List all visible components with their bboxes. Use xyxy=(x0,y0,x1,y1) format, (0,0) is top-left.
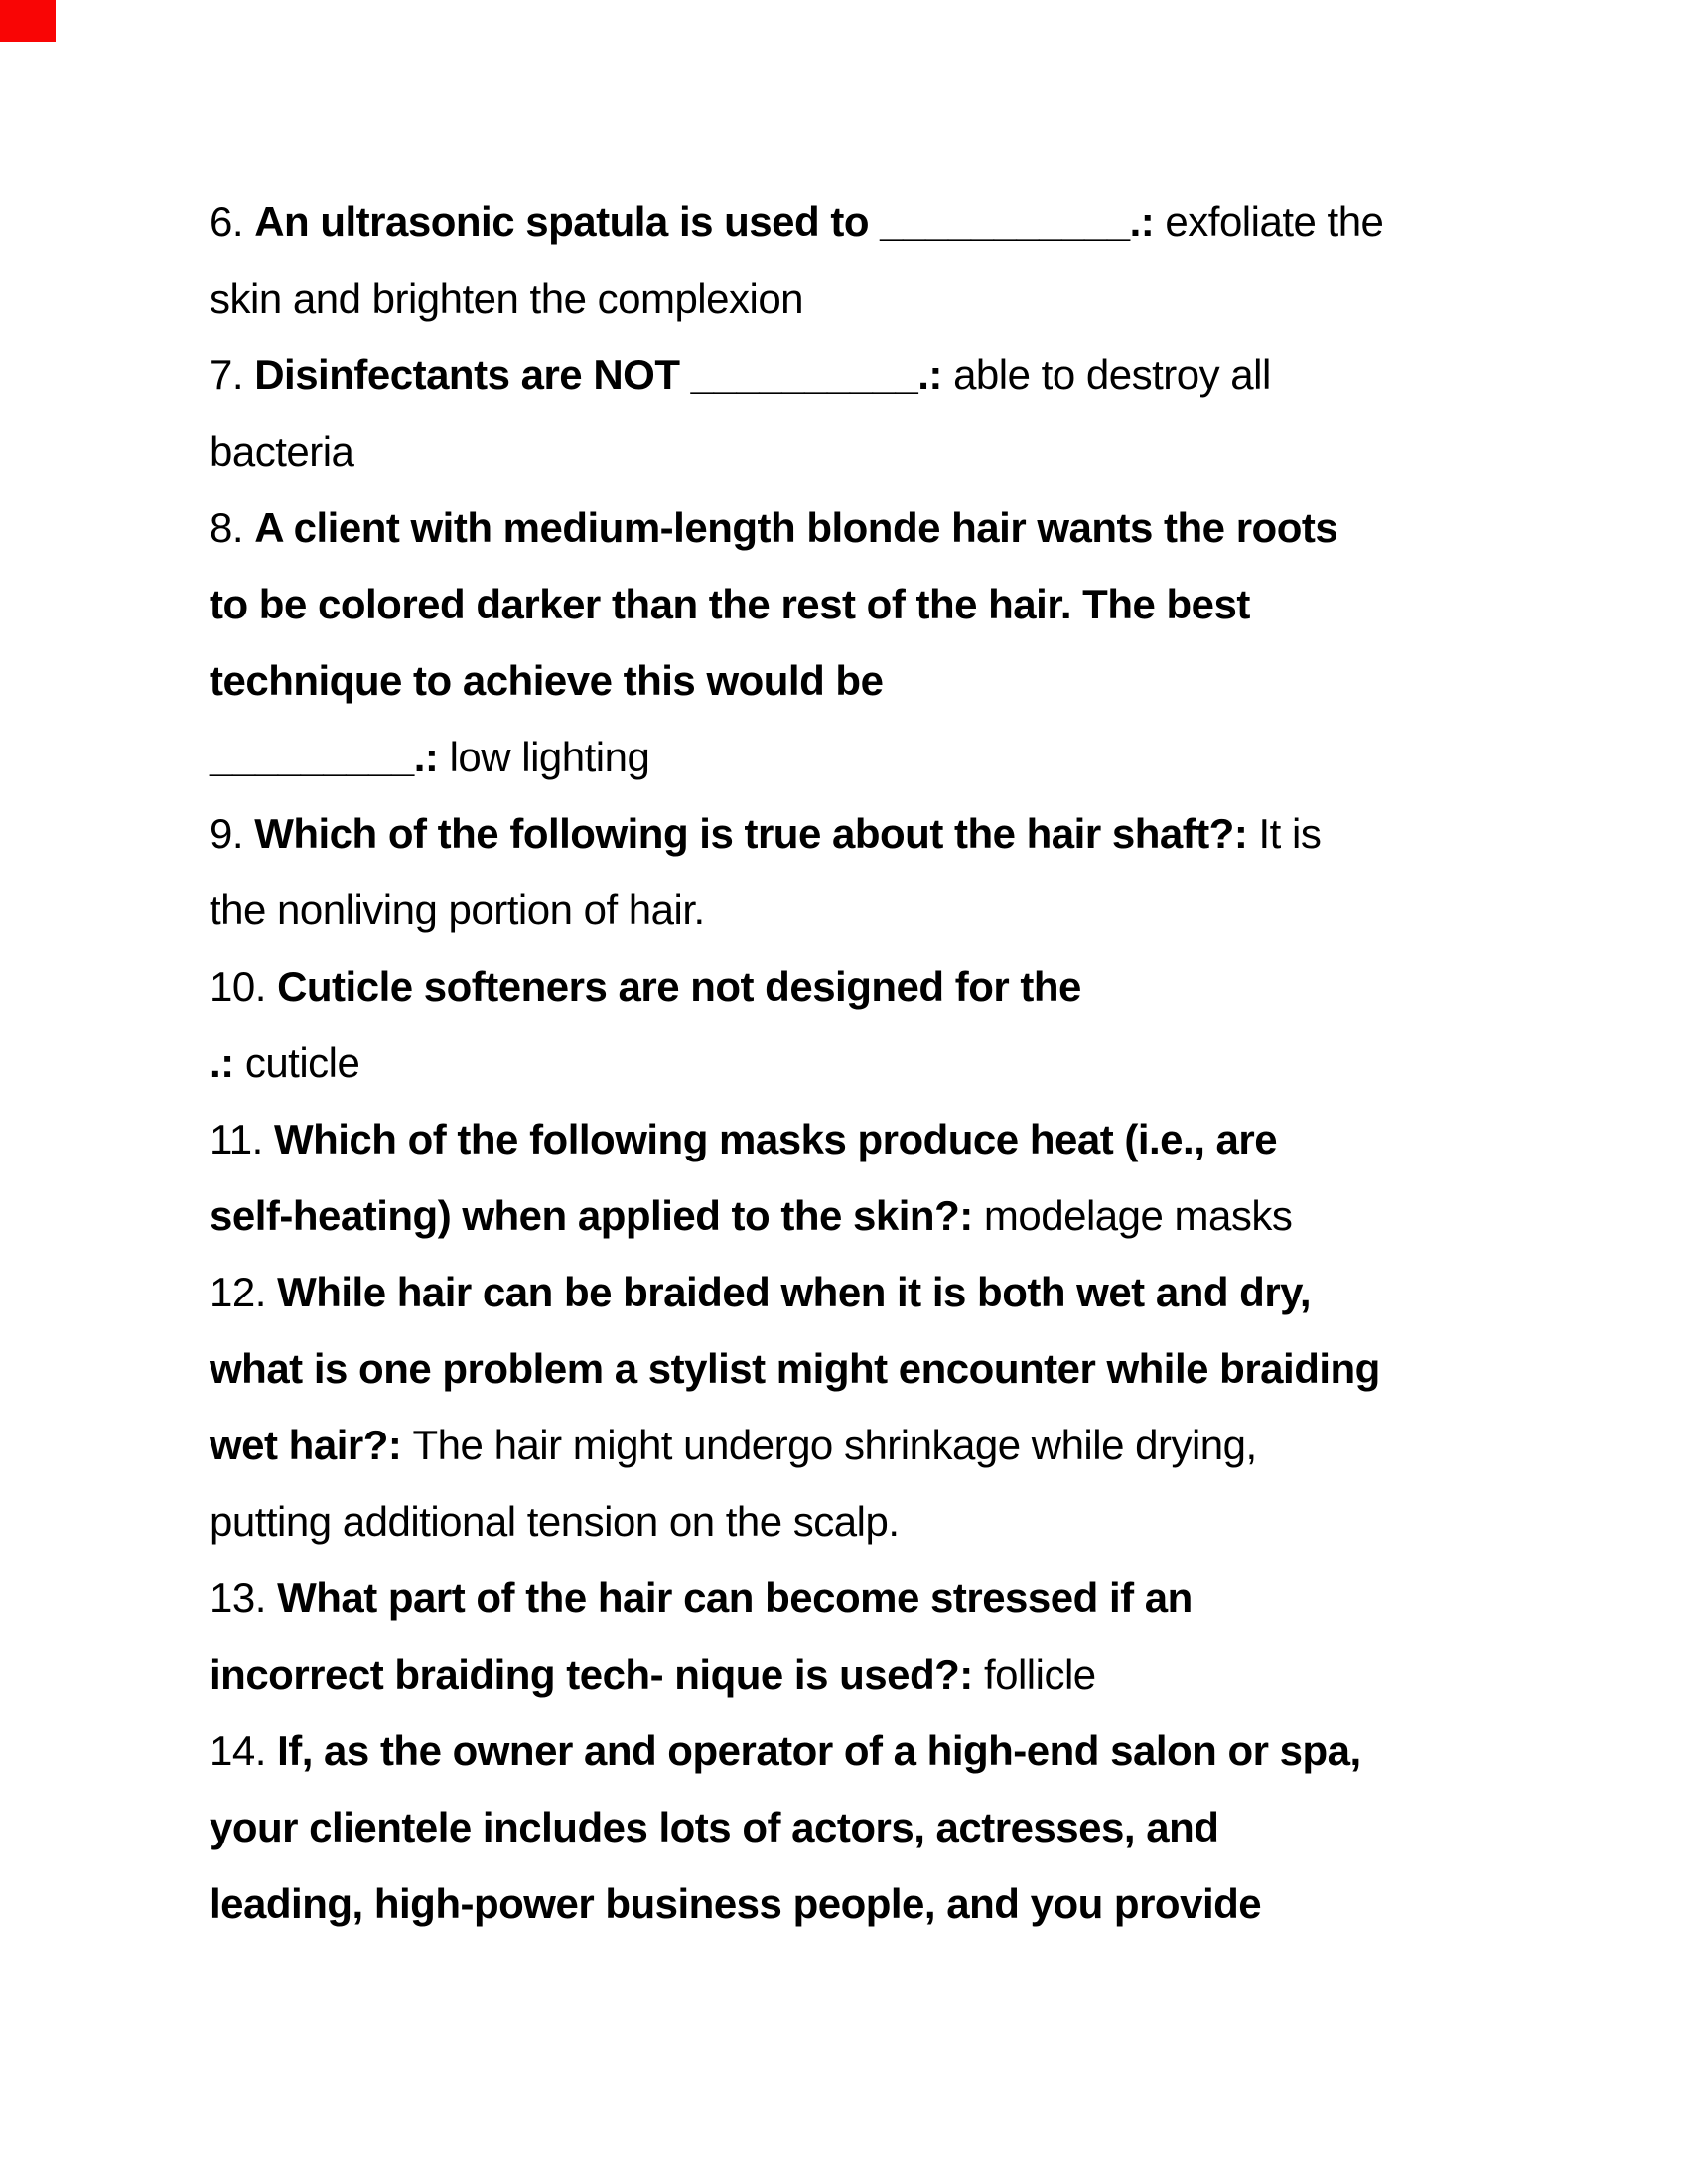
text-line xyxy=(210,872,1530,948)
text-line xyxy=(210,566,1530,642)
question-text: Which of the following masks produce heat (i.e., are xyxy=(273,1116,1278,1162)
text-line xyxy=(210,1483,1530,1560)
question-text: An ultrasonic spatula is used to ___________.: xyxy=(254,199,1166,245)
text-line xyxy=(210,413,1530,489)
answer-text: 6. xyxy=(210,199,255,245)
text-line xyxy=(210,795,1530,872)
text-line xyxy=(210,1254,1530,1330)
question-text: technique to achieve this would be xyxy=(210,657,884,704)
text-line xyxy=(210,1712,1530,1789)
question-text: your clientele includes lots of actors, actresses, and xyxy=(210,1804,1219,1850)
answer-text: The hair might undergo shrinkage while drying, xyxy=(412,1422,1257,1468)
question-text: wet hair?: xyxy=(210,1422,413,1468)
question-text: A client with medium-length blonde hair wants the roots xyxy=(254,504,1338,551)
text-line xyxy=(210,184,1530,260)
question-text: .: xyxy=(210,1039,245,1086)
text-line xyxy=(210,1101,1530,1177)
answer-text: 12. xyxy=(210,1269,278,1315)
text-line xyxy=(210,1636,1530,1712)
answer-text: 8. xyxy=(210,504,255,551)
text-line xyxy=(210,642,1530,719)
question-text: _________.: xyxy=(210,734,450,780)
question-text: leading, high-power business people, and you provide xyxy=(210,1880,1262,1927)
answer-text: low lighting xyxy=(449,734,650,780)
text-line xyxy=(210,260,1530,337)
text-line xyxy=(210,1865,1530,1942)
question-text: what is one problem a stylist might encounter while braiding xyxy=(210,1345,1380,1392)
answer-text: It is xyxy=(1258,810,1322,857)
answer-text: 11. xyxy=(210,1116,274,1162)
question-text: self-heating) when applied to the skin?: xyxy=(210,1192,984,1239)
question-text: If, as the owner and operator of a high-end salon or spa, xyxy=(277,1727,1361,1774)
question-text: While hair can be braided when it is both wet and dry, xyxy=(277,1269,1312,1315)
text-line xyxy=(210,489,1530,566)
answer-text: cuticle xyxy=(244,1039,360,1086)
text-line xyxy=(210,1024,1530,1101)
text-line xyxy=(210,1789,1530,1865)
text-line xyxy=(210,1560,1530,1636)
red-marker xyxy=(0,0,56,42)
answer-text: 13. xyxy=(210,1574,278,1621)
text-line xyxy=(210,1177,1530,1254)
text-line xyxy=(210,1407,1530,1483)
text-line xyxy=(210,1330,1530,1407)
question-text: to be colored darker than the rest of the hair. The best xyxy=(210,581,1250,627)
text-line xyxy=(210,719,1530,795)
answer-text: able to destroy all xyxy=(953,351,1271,398)
question-text: Disinfectants are NOT __________.: xyxy=(254,351,954,398)
answer-text: skin and brighten the complexion xyxy=(210,275,804,322)
flashcard-text-block xyxy=(210,184,1530,1942)
answer-text: modelage masks xyxy=(983,1192,1293,1239)
question-text: What part of the hair can become stressed if an xyxy=(277,1574,1193,1621)
question-text: Cuticle softeners are not designed for the xyxy=(277,963,1081,1010)
answer-text: putting additional tension on the scalp. xyxy=(210,1498,900,1545)
answer-text: 9. xyxy=(210,810,255,857)
answer-text: exfoliate the xyxy=(1165,199,1384,245)
answer-text: the nonliving portion of hair. xyxy=(210,887,705,933)
answer-text: follicle xyxy=(983,1651,1096,1698)
text-line xyxy=(210,337,1530,413)
answer-text: 10. xyxy=(210,963,278,1010)
question-text: incorrect braiding tech- nique is used?: xyxy=(210,1651,984,1698)
text-line xyxy=(210,948,1530,1024)
answer-text: 14. xyxy=(210,1727,278,1774)
answer-text: bacteria xyxy=(210,428,354,475)
answer-text: 7. xyxy=(210,351,255,398)
question-text: Which of the following is true about the hair shaft?: xyxy=(254,810,1259,857)
